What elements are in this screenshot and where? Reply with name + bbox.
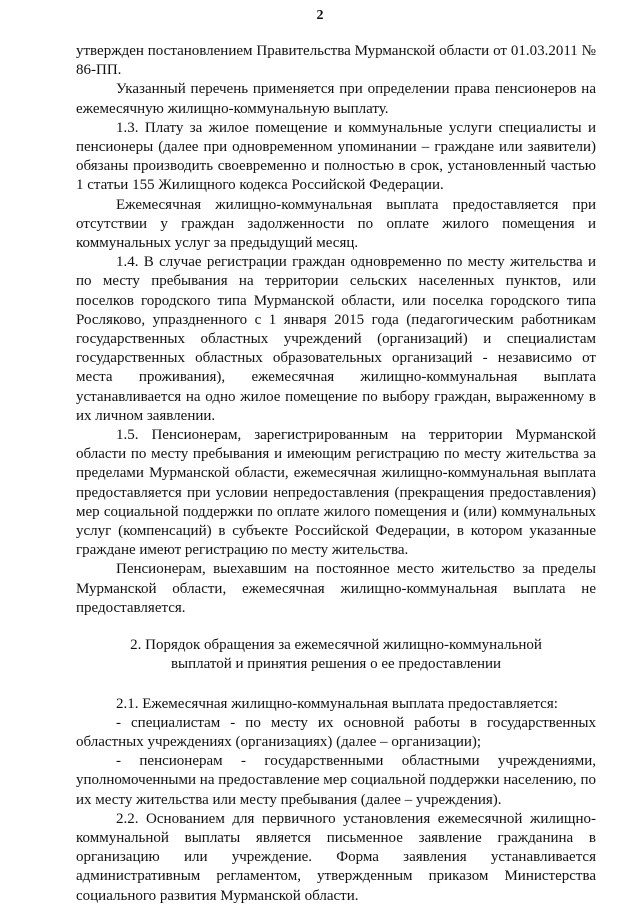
paragraph-1-4: 1.4. В случае регистрации граждан одновременно по месту жительства и по месту пребывания на территории сельских населенных пунктов, или поселков городского типа Мурманской области, или поселка городского типа Росляково, упраздненного с 1 января 2015 года (педагогическим работникам государственных областных учреждений (организаций) и специалистам государственных областных образовательных организаций - независимо от места проживания), ежемесячная жилищно-коммунальная выплата устанавливается на одно жилое помещение по выбору граждан, выраженному в их личном заявлении. — [76, 254, 596, 424]
paragraph-no-debt: Ежемесячная жилищно-коммунальная выплата предоставляется при отсутствии у граждан задолженности по оплате жилого помещения и коммунальных услуг за предыдущий месяц. — [76, 196, 596, 252]
section-2-heading — [76, 636, 596, 674]
paragraph-1-5: 1.5. Пенсионерам, зарегистрированным на территории Мурманской области по месту пребывания и имеющим регистрацию по месту жительства за пределами Мурманской области, ежемесячная жилищно-коммунальная выплата предоставляется при условии непредоставления (прекращения предоставления) мер социальной поддержки по оплате жилого помещения и (или) коммунальных услуг (компенсаций) в субъекте Российской Федерации, в котором указанные граждане имеют регистрацию по месту жительства. — [76, 427, 596, 559]
paragraph-list-applies: Указанный перечень применяется при определении права пенсионеров на ежемесячную жилищно-коммунальную выплату. — [76, 81, 596, 117]
document-body — [76, 42, 596, 906]
paragraph-2-1: 2.1. Ежемесячная жилищно-коммунальная выплата предоставляется: — [116, 695, 558, 712]
paragraph-1-continuation: утвержден постановлением Правительства Мурманской области от 01.03.2011 № 86-ПП. — [76, 43, 596, 79]
page-number: 2 — [316, 8, 324, 23]
section-2-heading-line-1: 2. Порядок обращения за ежемесячной жилищно-коммунальной — [130, 637, 542, 654]
list-item-pensioners: - пенсионерам - государственными областными учреждениями, уполномоченными на предоставление мер социальной поддержки населению, по их месту жительства или месту пребывания (далее – учреждения). — [76, 753, 596, 808]
paragraph-2-2: 2.2. Основанием для первичного установления ежемесячной жилищно-коммунальной выплаты является письменное заявление гражданина в организацию или учреждение. Форма заявления устанавливается административным регламентом, утвержденным приказом Министерства социального развития Мурманской области. — [76, 810, 596, 904]
paragraph-1-3: 1.3. Плату за жилое помещение и коммунальные услуги специалисты и пенсионеры (далее при одновременном упоминании – граждане или заявители) обязаны производить своевременно и полностью в срок, установленный частью 1 статьи 155 Жилищного кодекса Российской Федерации. — [76, 119, 596, 194]
section-2-heading-line-2: выплатой и принятия решения о ее предоставлении — [170, 656, 502, 673]
paragraph-moved-pensioners: Пенсионерам, выехавшим на постоянное место жительство за пределы Мурманской области, ежемесячная жилищно-коммунальная выплата не предоставляется. — [76, 561, 596, 616]
list-item-specialists: - специалистам - по месту их основной работы в государственных областных учреждениях (организациях) (далее – организации); — [76, 714, 596, 750]
